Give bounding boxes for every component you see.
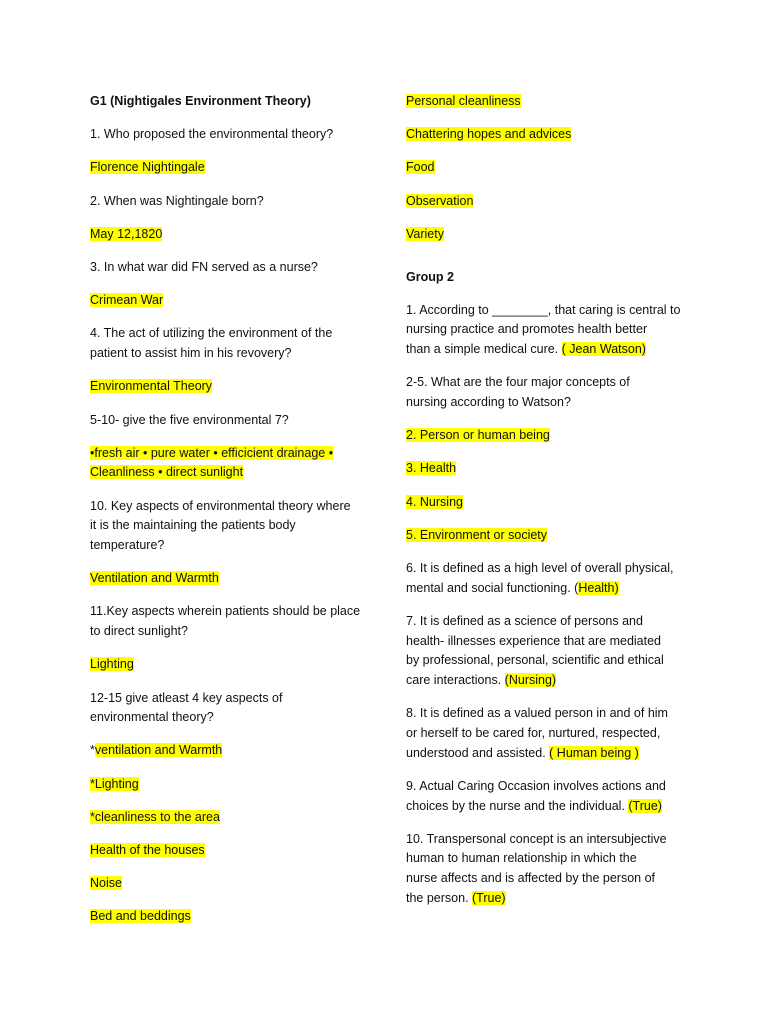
list-item-chattering-hopes: Chattering hopes and advices bbox=[406, 127, 572, 142]
answer-11: Lighting bbox=[90, 657, 134, 672]
group2-answer-9: (True) bbox=[628, 798, 662, 813]
question-4: 4. The act of utilizing the environment of the patient to assist him in his revovery? bbox=[90, 326, 333, 361]
answer-12-item-4: Health of the houses bbox=[90, 843, 205, 858]
question-5: 5-10- give the five environmental 7? bbox=[90, 412, 289, 427]
group2-question-2: 2-5. What are the four major concepts of nursing according to Watson? bbox=[406, 375, 630, 410]
group2-answer-5: 5. Environment or society bbox=[406, 527, 548, 542]
question-2: 2. When was Nightingale born? bbox=[90, 193, 264, 208]
group2-question-7: 7. It is defined as a science of persons and health- illnesses experience that are mediated by professional, personal, scientific and ethical care interactions. (Nursing) bbox=[406, 613, 664, 688]
answer-12-item-3: *cleanliness to the area bbox=[90, 809, 220, 824]
answer-12-item-2: *Lighting bbox=[90, 776, 139, 791]
question-10: 10. Key aspects of environmental theory where it is the maintaining the patients body temperature? bbox=[90, 498, 351, 553]
group2-question-8: 8. It is defined as a valued person in and of him or herself to be cared for, nurtured, respected, understood and assisted. ( Human being ) bbox=[406, 706, 668, 760]
answer-1: Florence Nightingale bbox=[90, 160, 205, 175]
group2-answer-4: 4. Nursing bbox=[406, 494, 463, 509]
question-11: 11.Key aspects wherein patients should be place to direct sunlight? bbox=[90, 604, 361, 639]
group-2-heading: Group 2 bbox=[406, 269, 454, 284]
answer-2: May 12,1820 bbox=[90, 226, 163, 241]
answer-12-item-6: Bed and beddings bbox=[90, 909, 191, 924]
section-title: G1 (Nightigales Environment Theory) bbox=[90, 94, 311, 108]
group2-question-1: 1. According to ________, that caring is central to nursing practice and promotes health better than a simple medical cure. ( Jean Watson) bbox=[406, 302, 681, 357]
group2-answer-1: ( Jean Watson) bbox=[561, 342, 646, 357]
list-item-food: Food bbox=[406, 160, 435, 175]
group2-question-10: 10. Transpersonal concept is an intersubjective human to human relationship in which the nurse affects and is affected by the person of the person. (True) bbox=[406, 831, 667, 905]
group2-answer-7: (Nursing) bbox=[504, 673, 557, 688]
answer-4: Environmental Theory bbox=[90, 379, 213, 394]
group2-answer-6: Health) bbox=[578, 580, 619, 595]
list-item-observation: Observation bbox=[406, 193, 474, 208]
list-item-personal-cleanliness: Personal cleanliness bbox=[406, 94, 521, 108]
question-1: 1. Who proposed the environmental theory? bbox=[90, 127, 334, 142]
left-column bbox=[90, 92, 380, 941]
group2-answer-3: 3. Health bbox=[406, 461, 457, 476]
group2-question-6: 6. It is defined as a high level of overall physical, mental and social functioning. (Health) bbox=[406, 561, 674, 595]
question-3: 3. In what war did FN served as a nurse? bbox=[90, 260, 318, 275]
right-column bbox=[406, 92, 696, 922]
answer-12-item-5: Noise bbox=[90, 876, 122, 891]
list-item-variety: Variety bbox=[406, 226, 444, 241]
answer-10: Ventilation and Warmth bbox=[90, 571, 219, 586]
question-12: 12-15 give atleast 4 key aspects of environmental theory? bbox=[90, 690, 283, 725]
group2-answer-10: (True) bbox=[472, 890, 506, 905]
group2-answer-8: ( Human being ) bbox=[549, 745, 639, 760]
answer-12-item-1: *ventilation and Warmth bbox=[90, 743, 223, 758]
group2-answer-2: 2. Person or human being bbox=[406, 428, 550, 443]
group2-question-9: 9. Actual Caring Occasion involves actions and choices by the nurse and the individual. (True) bbox=[406, 778, 666, 813]
answer-5: •fresh air • pure water • efficicient drainage • Cleanliness • direct sunlight bbox=[90, 445, 334, 480]
answer-3: Crimean War bbox=[90, 293, 164, 308]
